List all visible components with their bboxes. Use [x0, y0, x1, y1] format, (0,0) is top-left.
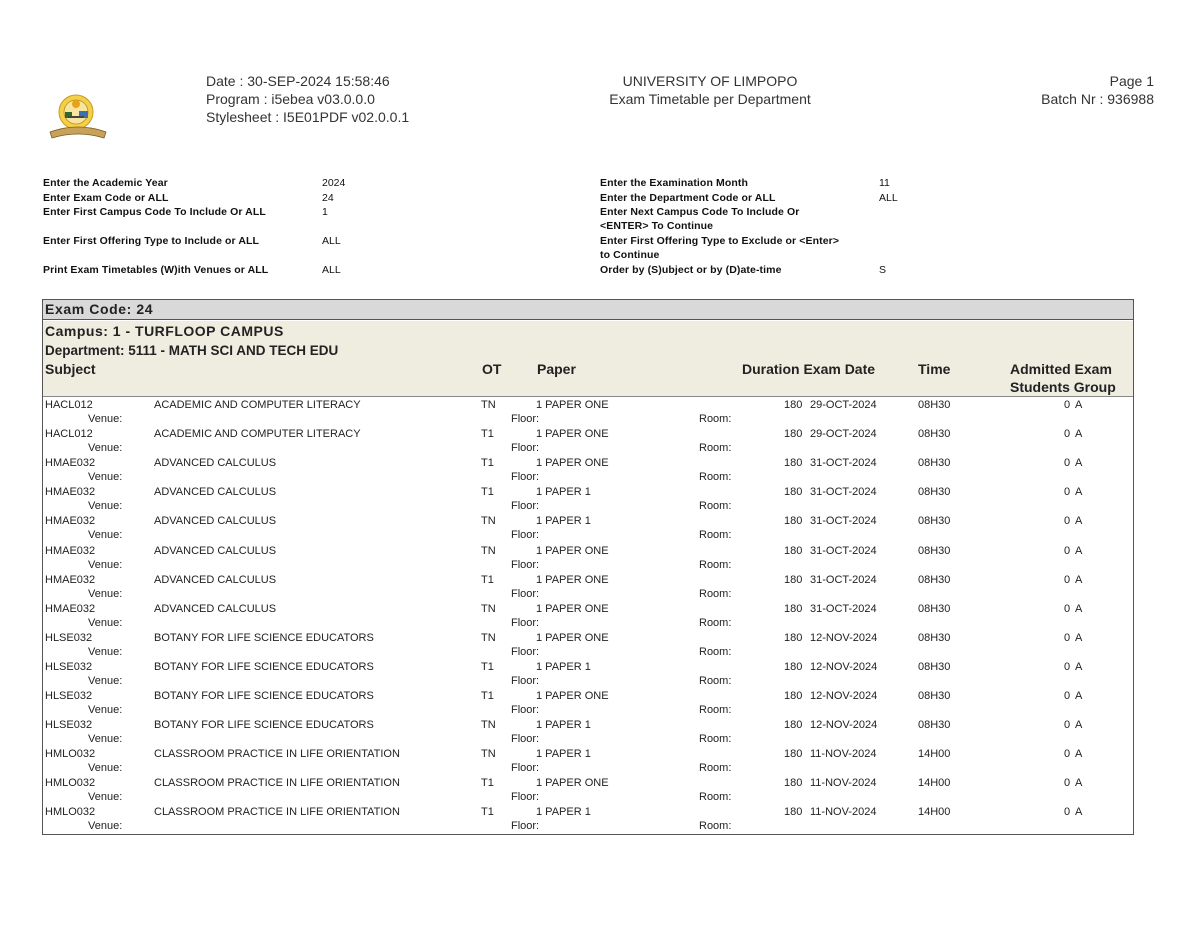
paper: 1 PAPER 1	[536, 806, 591, 819]
floor-label: Floor:	[511, 674, 540, 687]
subject-name: ADVANCED CALCULUS	[154, 573, 277, 586]
duration: 180	[784, 573, 803, 586]
admitted-students: 0	[1064, 573, 1071, 586]
venue-label: Venue:	[88, 558, 123, 571]
table-row	[0, 748, 1200, 777]
offering-type: TN	[481, 544, 496, 557]
exam-group: A	[1075, 399, 1083, 411]
offering-type: TN	[481, 602, 496, 615]
duration: 180	[784, 428, 803, 441]
subject-code: HMLO032	[45, 777, 96, 790]
university-logo	[46, 92, 110, 142]
exam-group: A	[1075, 719, 1083, 732]
col-admitted: Admitted Exam	[1010, 361, 1112, 377]
venue-label: Venue:	[88, 442, 123, 455]
exam-date: 12-NOV-2024	[810, 719, 878, 732]
floor-label: Floor:	[511, 762, 540, 775]
subject-name: BOTANY FOR LIFE SCIENCE EDUCATORS	[154, 690, 374, 702]
paper: 1 PAPER ONE	[536, 428, 609, 441]
admitted-students: 0	[1064, 748, 1071, 761]
param-value: 1	[322, 206, 328, 218]
room-label: Room:	[699, 442, 732, 455]
table-row	[0, 574, 1200, 603]
param-label: Enter the Examination Month	[600, 177, 748, 189]
duration: 180	[784, 544, 803, 557]
report-title: Exam Timetable per Department	[609, 91, 811, 107]
param-label: Enter Exam Code or ALL	[43, 192, 169, 204]
param-label: Enter Next Campus Code To Include Or	[600, 206, 800, 218]
offering-type: T1	[481, 690, 494, 702]
param-value: S	[879, 264, 887, 276]
subject-name: ADVANCED CALCULUS	[154, 486, 277, 499]
duration: 180	[784, 748, 803, 761]
paper: 1 PAPER ONE	[536, 777, 609, 790]
col-subject: Subject	[45, 361, 96, 377]
room-label: Room:	[699, 616, 732, 629]
exam-time: 08H30	[918, 544, 951, 557]
exam-code-bar: Exam Code: 24	[43, 300, 1133, 320]
room-label: Room:	[699, 674, 732, 687]
param-value: 24	[322, 192, 334, 204]
admitted-students: 0	[1064, 544, 1071, 557]
param-label: Enter the Academic Year	[43, 177, 168, 189]
paper: 1 PAPER ONE	[536, 399, 609, 411]
param-value: ALL	[879, 192, 898, 204]
paper: 1 PAPER 1	[536, 486, 591, 499]
venue-label: Venue:	[88, 471, 123, 484]
exam-group: A	[1075, 690, 1083, 702]
exam-date: 12-NOV-2024	[810, 660, 878, 673]
subject-code: HLSE032	[45, 690, 93, 702]
paper: 1 PAPER ONE	[536, 690, 609, 702]
subject-name: ACADEMIC AND COMPUTER LITERACY	[154, 399, 361, 411]
exam-group: A	[1075, 486, 1083, 499]
department-heading: Department: 5111 - MATH SCI AND TECH EDU	[45, 343, 339, 358]
admitted-students: 0	[1064, 457, 1071, 470]
room-label: Room:	[699, 413, 732, 425]
table-row	[0, 428, 1200, 457]
exam-date: 31-OCT-2024	[810, 486, 877, 499]
duration: 180	[784, 690, 803, 702]
exam-date: 12-NOV-2024	[810, 631, 878, 644]
subject-code: HLSE032	[45, 719, 93, 732]
subject-name: ADVANCED CALCULUS	[154, 515, 277, 528]
exam-group: A	[1075, 631, 1083, 644]
duration: 180	[784, 777, 803, 790]
exam-date: 31-OCT-2024	[810, 457, 877, 470]
offering-type: TN	[481, 631, 496, 644]
exam-date: 11-NOV-2024	[810, 777, 877, 790]
exam-date: 31-OCT-2024	[810, 602, 877, 615]
col-paper: Paper	[537, 361, 576, 377]
admitted-students: 0	[1064, 399, 1071, 411]
floor-label: Floor:	[511, 558, 540, 571]
table-row	[0, 777, 1200, 806]
floor-label: Floor:	[511, 471, 540, 484]
duration: 180	[784, 399, 803, 411]
exam-date: 29-OCT-2024	[810, 399, 877, 411]
subject-code: HACL012	[45, 428, 93, 441]
subject-name: ADVANCED CALCULUS	[154, 544, 277, 557]
admitted-students: 0	[1064, 486, 1071, 499]
offering-type: T1	[481, 486, 494, 499]
batch-number: Batch Nr : 936988	[1041, 91, 1154, 107]
exam-time: 08H30	[918, 399, 951, 411]
duration: 180	[784, 515, 803, 528]
venue-label: Venue:	[88, 733, 123, 746]
admitted-students: 0	[1064, 631, 1071, 644]
floor-label: Floor:	[511, 791, 540, 804]
exam-date: 11-NOV-2024	[810, 748, 877, 761]
param-value: ALL	[322, 235, 341, 247]
param-label: Enter the Department Code or ALL	[600, 192, 776, 204]
paper: 1 PAPER ONE	[536, 573, 609, 586]
exam-time: 08H30	[918, 486, 951, 499]
table-row	[0, 806, 1200, 835]
table-row	[0, 399, 1200, 428]
floor-label: Floor:	[511, 529, 540, 542]
floor-label: Floor:	[511, 645, 540, 658]
param-label: Enter First Campus Code To Include Or ALL	[43, 206, 266, 218]
exam-group: A	[1075, 573, 1083, 586]
admitted-students: 0	[1064, 777, 1071, 790]
exam-time: 14H00	[918, 806, 951, 819]
floor-label: Floor:	[511, 704, 540, 716]
col-duration-date: Duration Exam Date	[742, 361, 876, 377]
venue-label: Venue:	[88, 762, 123, 775]
exam-time: 14H00	[918, 777, 951, 790]
subject-code: HMLO032	[45, 806, 96, 819]
exam-time: 08H30	[918, 719, 951, 732]
offering-type: T1	[481, 457, 494, 470]
offering-type: TN	[481, 399, 496, 411]
room-label: Room:	[699, 645, 732, 658]
subject-code: HMLO032	[45, 748, 96, 761]
room-label: Room:	[699, 587, 732, 600]
exam-time: 08H30	[918, 573, 951, 586]
subject-code: HMAE032	[45, 486, 96, 499]
venue-label: Venue:	[88, 529, 123, 542]
exam-group: A	[1075, 777, 1083, 790]
table-row	[0, 719, 1200, 748]
subject-code: HMAE032	[45, 544, 96, 557]
subject-code: HMAE032	[45, 573, 96, 586]
campus-heading: Campus: 1 - TURFLOOP CAMPUS	[45, 323, 284, 339]
paper: 1 PAPER 1	[536, 660, 591, 673]
university-name: UNIVERSITY OF LIMPOPO	[622, 73, 798, 89]
param-label: Print Exam Timetables (W)ith Venues or ALL	[43, 264, 269, 276]
exam-date: 31-OCT-2024	[810, 573, 877, 586]
admitted-students: 0	[1064, 428, 1071, 441]
col-students-group: Students Group	[1010, 379, 1116, 395]
table-row	[0, 457, 1200, 486]
offering-type: TN	[481, 719, 496, 732]
room-label: Room:	[699, 558, 732, 571]
table-row	[0, 661, 1200, 690]
paper: 1 PAPER 1	[536, 515, 591, 528]
exam-date: 12-NOV-2024	[810, 690, 878, 702]
room-label: Room:	[699, 820, 732, 833]
venue-label: Venue:	[88, 645, 123, 658]
duration: 180	[784, 806, 803, 819]
exam-time: 08H30	[918, 515, 951, 528]
exam-time: 14H00	[918, 748, 951, 761]
report-stylesheet: Stylesheet : I5E01PDF v02.0.0.1	[206, 109, 410, 125]
room-label: Room:	[699, 762, 732, 775]
subject-name: CLASSROOM PRACTICE IN LIFE ORIENTATION	[154, 748, 400, 761]
offering-type: T1	[481, 806, 494, 819]
duration: 180	[784, 631, 803, 644]
subject-code: HMAE032	[45, 457, 96, 470]
table-row	[0, 515, 1200, 544]
paper: 1 PAPER ONE	[536, 602, 609, 615]
subject-code: HLSE032	[45, 631, 93, 644]
venue-label: Venue:	[88, 674, 123, 687]
col-ot: OT	[482, 361, 502, 377]
paper: 1 PAPER 1	[536, 719, 591, 732]
venue-label: Venue:	[88, 616, 123, 629]
exam-time: 08H30	[918, 660, 951, 673]
subject-code: HACL012	[45, 399, 93, 411]
table-row	[0, 545, 1200, 574]
duration: 180	[784, 457, 803, 470]
duration: 180	[784, 486, 803, 499]
param-value: 2024	[322, 177, 346, 189]
exam-group: A	[1075, 602, 1083, 615]
floor-label: Floor:	[511, 820, 540, 833]
paper: 1 PAPER ONE	[536, 631, 609, 644]
subject-name: CLASSROOM PRACTICE IN LIFE ORIENTATION	[154, 777, 400, 790]
exam-time: 08H30	[918, 631, 951, 644]
admitted-students: 0	[1064, 602, 1071, 615]
floor-label: Floor:	[511, 413, 540, 425]
param-label: Order by (S)ubject or by (D)ate-time	[600, 264, 782, 276]
table-row	[0, 690, 1200, 719]
subject-code: HLSE032	[45, 660, 93, 673]
floor-label: Floor:	[511, 733, 540, 746]
exam-group: A	[1075, 748, 1083, 761]
duration: 180	[784, 719, 803, 732]
exam-group: A	[1075, 660, 1083, 673]
room-label: Room:	[699, 733, 732, 746]
exam-time: 08H30	[918, 457, 951, 470]
duration: 180	[784, 660, 803, 673]
admitted-students: 0	[1064, 690, 1071, 702]
paper: 1 PAPER ONE	[536, 457, 609, 470]
admitted-students: 0	[1064, 515, 1071, 528]
offering-type: T1	[481, 573, 494, 586]
param-label-continued: <ENTER> To Continue	[600, 220, 714, 232]
exam-group: A	[1075, 806, 1083, 819]
subject-code: HMAE032	[45, 602, 96, 615]
param-label-continued: to Continue	[600, 249, 660, 261]
venue-label: Venue:	[88, 587, 123, 600]
param-value: ALL	[322, 264, 341, 276]
subject-name: BOTANY FOR LIFE SCIENCE EDUCATORS	[154, 631, 374, 644]
subject-name: ADVANCED CALCULUS	[154, 457, 277, 470]
room-label: Room:	[699, 704, 732, 716]
table-row	[0, 603, 1200, 632]
duration: 180	[784, 602, 803, 615]
param-label: Enter First Offering Type to Include or ALL	[43, 235, 260, 247]
exam-time: 08H30	[918, 428, 951, 441]
venue-label: Venue:	[88, 791, 123, 804]
offering-type: T1	[481, 660, 494, 673]
exam-date: 29-OCT-2024	[810, 428, 877, 441]
subject-name: CLASSROOM PRACTICE IN LIFE ORIENTATION	[154, 806, 400, 819]
admitted-students: 0	[1064, 660, 1071, 673]
report-program: Program : i5ebea v03.0.0.0	[206, 91, 375, 107]
page-number: Page 1	[1109, 73, 1154, 89]
exam-time: 08H30	[918, 602, 951, 615]
offering-type: T1	[481, 777, 494, 790]
paper: 1 PAPER ONE	[536, 544, 609, 557]
subject-name: BOTANY FOR LIFE SCIENCE EDUCATORS	[154, 719, 374, 732]
room-label: Room:	[699, 529, 732, 542]
venue-label: Venue:	[88, 704, 123, 716]
exam-group: A	[1075, 457, 1083, 470]
param-label: Enter First Offering Type to Exclude or <Enter>	[600, 235, 840, 247]
col-time: Time	[918, 361, 951, 377]
exam-time: 08H30	[918, 690, 951, 702]
venue-label: Venue:	[88, 413, 123, 425]
venue-label: Venue:	[88, 500, 123, 513]
offering-type: T1	[481, 428, 494, 441]
param-value: 11	[879, 177, 890, 189]
exam-date: 31-OCT-2024	[810, 515, 877, 528]
paper: 1 PAPER 1	[536, 748, 591, 761]
subject-name: ADVANCED CALCULUS	[154, 602, 277, 615]
room-label: Room:	[699, 500, 732, 513]
floor-label: Floor:	[511, 587, 540, 600]
floor-label: Floor:	[511, 500, 540, 513]
table-row	[0, 632, 1200, 661]
offering-type: TN	[481, 515, 496, 528]
exam-group: A	[1075, 515, 1083, 528]
subject-name: BOTANY FOR LIFE SCIENCE EDUCATORS	[154, 660, 374, 673]
room-label: Room:	[699, 471, 732, 484]
venue-label: Venue:	[88, 820, 123, 833]
exam-date: 31-OCT-2024	[810, 544, 877, 557]
subject-name: ACADEMIC AND COMPUTER LITERACY	[154, 428, 361, 441]
floor-label: Floor:	[511, 616, 540, 629]
exam-group: A	[1075, 544, 1083, 557]
admitted-students: 0	[1064, 719, 1071, 732]
exam-date: 11-NOV-2024	[810, 806, 877, 819]
report-date: Date : 30-SEP-2024 15:58:46	[206, 73, 390, 89]
admitted-students: 0	[1064, 806, 1071, 819]
floor-label: Floor:	[511, 442, 540, 455]
exam-group: A	[1075, 428, 1083, 441]
table-row	[0, 486, 1200, 515]
room-label: Room:	[699, 791, 732, 804]
offering-type: TN	[481, 748, 496, 761]
subject-code: HMAE032	[45, 515, 96, 528]
